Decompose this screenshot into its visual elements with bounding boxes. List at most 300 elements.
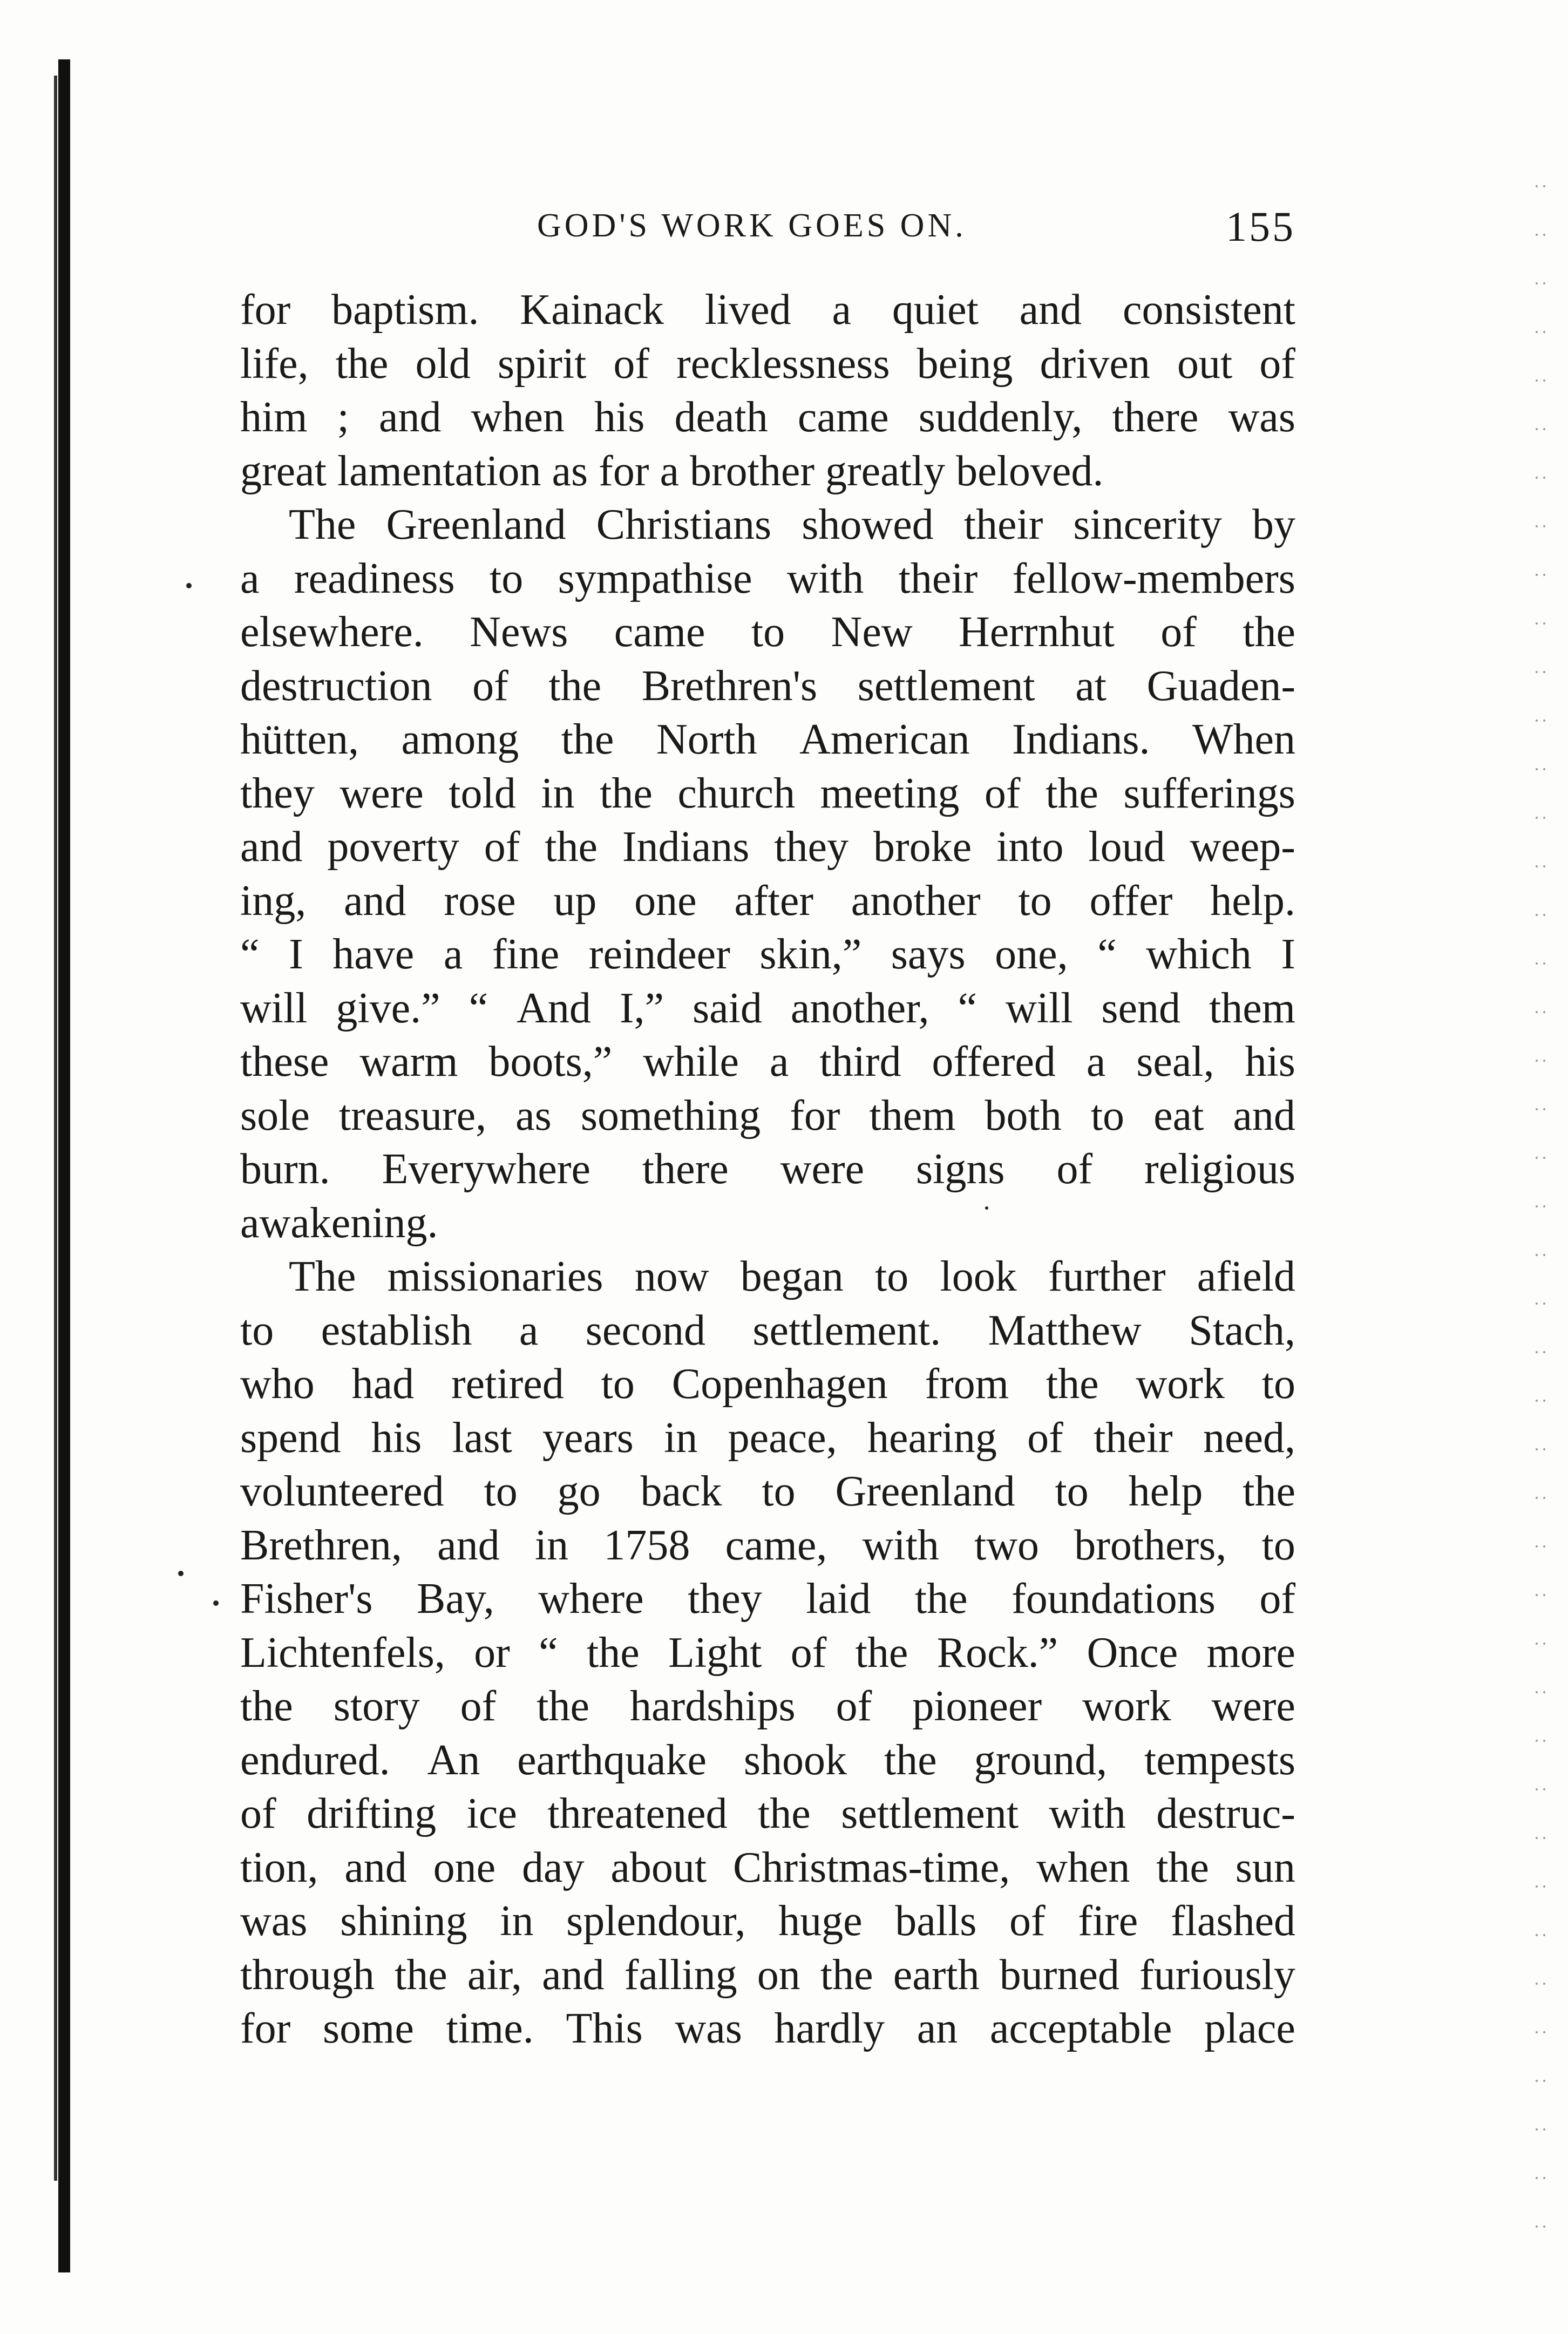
word: the bbox=[914, 1575, 968, 1623]
text-line bbox=[240, 1412, 1295, 1465]
word: quiet bbox=[892, 286, 979, 334]
body-text bbox=[240, 283, 1295, 2056]
word: death bbox=[674, 393, 768, 441]
word: to bbox=[240, 1306, 274, 1354]
word: broke bbox=[873, 823, 972, 871]
word: will bbox=[1005, 984, 1073, 1032]
word: was bbox=[240, 1897, 308, 1945]
word: “ bbox=[469, 984, 488, 1032]
word: the bbox=[586, 1629, 640, 1677]
word: to bbox=[1018, 877, 1052, 925]
word: Copenhagen bbox=[671, 1360, 888, 1408]
word: The bbox=[289, 1253, 356, 1300]
word: Indians bbox=[622, 823, 750, 871]
word: help bbox=[1128, 1468, 1203, 1515]
word: among bbox=[401, 716, 519, 763]
word: one, bbox=[995, 931, 1068, 978]
text-line bbox=[240, 1841, 1295, 1895]
word: a bbox=[519, 1306, 539, 1354]
word: two bbox=[974, 1521, 1040, 1569]
stray-mark bbox=[186, 583, 192, 588]
word: of bbox=[836, 1682, 872, 1730]
word: came bbox=[797, 393, 889, 441]
text-line bbox=[240, 713, 1295, 767]
text-line bbox=[240, 874, 1295, 928]
word: “ bbox=[539, 1629, 558, 1677]
word: with bbox=[787, 554, 864, 602]
text-line bbox=[240, 1465, 1295, 1519]
word: when bbox=[1036, 1843, 1130, 1891]
word: I bbox=[289, 931, 303, 978]
text-line bbox=[240, 337, 1295, 391]
word: the bbox=[1243, 1468, 1295, 1515]
word: huge bbox=[778, 1897, 863, 1945]
word: elsewhere. bbox=[240, 608, 424, 656]
word: of bbox=[613, 340, 650, 388]
word: and bbox=[344, 1843, 407, 1891]
word: they bbox=[240, 769, 315, 817]
word: up bbox=[553, 877, 597, 925]
word: destruc- bbox=[1156, 1790, 1295, 1837]
word: of bbox=[472, 662, 508, 710]
word: which bbox=[1146, 931, 1252, 978]
word: or bbox=[474, 1629, 510, 1677]
word: life, bbox=[240, 340, 309, 388]
text-line bbox=[240, 283, 1295, 337]
word: earthquake bbox=[517, 1736, 707, 1784]
word: years bbox=[542, 1414, 634, 1462]
word: some bbox=[323, 2005, 414, 2052]
word: driven bbox=[1040, 340, 1150, 388]
word: him bbox=[240, 393, 308, 441]
word: hearing bbox=[867, 1414, 997, 1462]
word: sole bbox=[240, 1091, 310, 1139]
word: Rock.” bbox=[936, 1629, 1058, 1677]
word: Christmas-time, bbox=[732, 1843, 1010, 1891]
word: something bbox=[580, 1091, 761, 1139]
word: warm bbox=[359, 1038, 458, 1085]
word: spirit bbox=[497, 340, 587, 388]
word: for bbox=[240, 286, 291, 334]
word: another, bbox=[790, 984, 929, 1032]
word: laid bbox=[806, 1575, 871, 1623]
word: Once bbox=[1087, 1629, 1178, 1677]
word: Guaden- bbox=[1146, 662, 1295, 710]
word: of bbox=[790, 1629, 827, 1677]
word: Everywhere bbox=[382, 1145, 590, 1193]
word: endured. bbox=[240, 1736, 390, 1784]
word: volunteered bbox=[240, 1468, 444, 1515]
word: of bbox=[1259, 1575, 1295, 1623]
word: of bbox=[1056, 1145, 1093, 1193]
word: ; bbox=[337, 393, 349, 441]
word: began bbox=[740, 1253, 844, 1300]
word: shook bbox=[743, 1736, 847, 1784]
word: hardships bbox=[629, 1682, 796, 1730]
word: go bbox=[557, 1468, 601, 1515]
word: Greenland bbox=[386, 501, 566, 548]
word: And bbox=[517, 984, 591, 1032]
text-line bbox=[240, 2002, 1295, 2056]
word: recklessness bbox=[676, 340, 890, 388]
word: to bbox=[601, 1360, 635, 1408]
text-line bbox=[240, 1304, 1295, 1358]
word: in bbox=[534, 1521, 569, 1569]
word: hütten, bbox=[240, 716, 359, 763]
word: back bbox=[640, 1468, 722, 1515]
word: they bbox=[688, 1575, 762, 1623]
word: second bbox=[585, 1306, 705, 1354]
word: The bbox=[289, 501, 356, 548]
word: time. bbox=[446, 2005, 534, 2052]
word: the bbox=[561, 716, 614, 763]
word: skin,” bbox=[759, 931, 862, 978]
word: This bbox=[566, 2005, 643, 2052]
word: in bbox=[500, 1897, 534, 1945]
word: his bbox=[371, 1414, 422, 1462]
word: told bbox=[449, 769, 516, 817]
word: a bbox=[240, 554, 260, 602]
word: religious bbox=[1144, 1145, 1295, 1193]
word: afield bbox=[1197, 1253, 1295, 1300]
word: “ bbox=[240, 931, 260, 978]
word: old bbox=[415, 340, 471, 388]
word: establish bbox=[321, 1306, 472, 1354]
word: Bay, bbox=[417, 1575, 494, 1623]
word: ground, bbox=[974, 1736, 1108, 1784]
word: furiously bbox=[1139, 1951, 1295, 1999]
word: ice bbox=[466, 1790, 517, 1837]
running-title: GOD'S WORK GOES ON. bbox=[537, 207, 967, 244]
word: their bbox=[1094, 1414, 1173, 1462]
text-line bbox=[240, 820, 1295, 874]
word: sympathise bbox=[558, 554, 752, 602]
word: seal, bbox=[1136, 1038, 1214, 1085]
word: the bbox=[1243, 608, 1295, 656]
word: sincerity bbox=[1073, 501, 1222, 548]
word: loud bbox=[1088, 823, 1165, 871]
word: Greenland bbox=[835, 1468, 1015, 1515]
word: rose bbox=[444, 877, 516, 925]
word: to bbox=[1090, 1091, 1125, 1139]
word: need, bbox=[1203, 1414, 1295, 1462]
text-line bbox=[240, 1035, 1295, 1089]
word: of bbox=[984, 769, 1021, 817]
word: and bbox=[378, 393, 442, 441]
word: reindeer bbox=[588, 931, 730, 978]
word: when bbox=[471, 393, 565, 441]
text-line bbox=[240, 1250, 1295, 1304]
text-line bbox=[240, 445, 1295, 499]
text-line bbox=[240, 606, 1295, 660]
word: and bbox=[437, 1521, 500, 1569]
word: his bbox=[1245, 1038, 1295, 1085]
word: third bbox=[819, 1038, 901, 1085]
stray-mark bbox=[178, 1571, 184, 1576]
word: An bbox=[427, 1736, 480, 1784]
word: I,” bbox=[619, 984, 664, 1032]
word: give.” bbox=[336, 984, 440, 1032]
word: foundations bbox=[1012, 1575, 1216, 1623]
word: baptism. bbox=[331, 286, 479, 334]
word: the bbox=[855, 1629, 908, 1677]
word: retired bbox=[451, 1360, 564, 1408]
word: a bbox=[769, 1038, 789, 1085]
text-line bbox=[240, 1358, 1295, 1412]
word: now bbox=[634, 1253, 709, 1300]
word: consistent bbox=[1123, 286, 1295, 334]
word: about bbox=[610, 1843, 707, 1891]
word: as bbox=[515, 1091, 552, 1139]
text-line bbox=[240, 498, 1295, 552]
word: the bbox=[545, 823, 598, 871]
word: the bbox=[395, 1951, 447, 1999]
word: the bbox=[884, 1736, 937, 1784]
word: burn. bbox=[240, 1145, 330, 1193]
word: peace, bbox=[728, 1414, 837, 1462]
word: a bbox=[1086, 1038, 1106, 1085]
word: said bbox=[693, 984, 762, 1032]
word: Stach, bbox=[1189, 1306, 1295, 1354]
word: and bbox=[1233, 1091, 1295, 1139]
word: while bbox=[643, 1038, 739, 1085]
word: work bbox=[1082, 1682, 1171, 1730]
word: missionaries bbox=[387, 1253, 603, 1300]
binding-shadow bbox=[58, 59, 70, 2272]
word: suddenly, bbox=[918, 393, 1083, 441]
word: his bbox=[594, 393, 645, 441]
text-line bbox=[240, 767, 1295, 821]
word: them bbox=[1209, 984, 1295, 1032]
word: pioneer bbox=[912, 1682, 1042, 1730]
word: they bbox=[774, 823, 849, 871]
text-line bbox=[240, 660, 1295, 714]
word: of bbox=[460, 1682, 497, 1730]
word: settlement. bbox=[752, 1306, 941, 1354]
word: fine bbox=[492, 931, 560, 978]
word: to bbox=[489, 554, 524, 602]
word: fire bbox=[1078, 1897, 1138, 1945]
word: for bbox=[240, 2005, 291, 2052]
text-line bbox=[240, 1734, 1295, 1788]
word: offered bbox=[932, 1038, 1056, 1085]
word: treasure, bbox=[338, 1091, 487, 1139]
text-line bbox=[240, 1143, 1295, 1197]
running-head bbox=[237, 202, 1295, 251]
word: came, bbox=[725, 1521, 827, 1569]
word: sufferings bbox=[1123, 769, 1295, 817]
word: says bbox=[891, 931, 966, 978]
word: who bbox=[240, 1360, 315, 1408]
word: one bbox=[433, 1843, 496, 1891]
word: of bbox=[1009, 1897, 1046, 1945]
word: for bbox=[790, 1091, 840, 1139]
word: splendour, bbox=[566, 1897, 746, 1945]
word: sun bbox=[1235, 1843, 1295, 1891]
word: 1758 bbox=[603, 1521, 690, 1569]
word: the bbox=[240, 1682, 293, 1730]
word: the bbox=[600, 769, 653, 817]
word: offer bbox=[1089, 877, 1173, 925]
word: were bbox=[780, 1145, 865, 1193]
word: air, bbox=[467, 1951, 522, 1999]
word: was bbox=[675, 2005, 742, 2052]
word: brothers, bbox=[1074, 1521, 1227, 1569]
text-line bbox=[240, 1089, 1295, 1143]
word: on bbox=[757, 1951, 800, 1999]
word: send bbox=[1101, 984, 1181, 1032]
word: in bbox=[664, 1414, 698, 1462]
word: spend bbox=[240, 1414, 341, 1462]
word: shining bbox=[340, 1897, 467, 1945]
word: through bbox=[240, 1951, 375, 1999]
text-line bbox=[240, 1680, 1295, 1734]
word: of bbox=[484, 823, 520, 871]
word: tion, bbox=[240, 1843, 318, 1891]
word: to bbox=[1261, 1521, 1295, 1569]
stray-mark bbox=[213, 1600, 219, 1606]
word: weep- bbox=[1190, 823, 1295, 871]
text-line bbox=[240, 1519, 1295, 1573]
word: threatened bbox=[547, 1790, 728, 1837]
word: have bbox=[332, 931, 415, 978]
word: had bbox=[351, 1360, 415, 1408]
word: the bbox=[537, 1682, 590, 1730]
text-line bbox=[240, 1787, 1295, 1841]
word: their bbox=[963, 501, 1043, 548]
word: Indians. bbox=[1012, 716, 1150, 763]
word: to bbox=[762, 1468, 796, 1515]
page-edge-speckles bbox=[1533, 162, 1549, 2267]
word: with bbox=[1049, 1790, 1126, 1837]
word: in bbox=[541, 769, 575, 817]
word: a bbox=[443, 931, 463, 978]
word: Fisher's bbox=[240, 1575, 373, 1623]
word: “ bbox=[1097, 931, 1117, 978]
word: boots,” bbox=[488, 1038, 613, 1085]
word: were bbox=[340, 769, 424, 817]
word: fellow-members bbox=[1012, 554, 1295, 602]
word: Brethren's bbox=[641, 662, 818, 710]
word: to bbox=[875, 1253, 909, 1300]
line-text: awakening. bbox=[240, 1199, 438, 1247]
word: being bbox=[917, 340, 1013, 388]
word: of bbox=[1160, 608, 1197, 656]
word: the bbox=[1046, 769, 1098, 817]
word: into bbox=[996, 823, 1064, 871]
text-line bbox=[240, 1895, 1295, 1949]
word: out bbox=[1177, 340, 1233, 388]
word: I bbox=[1281, 931, 1295, 978]
text-line bbox=[240, 1949, 1295, 2003]
word: flashed bbox=[1170, 1897, 1295, 1945]
word: another bbox=[851, 877, 981, 925]
word: by bbox=[1252, 501, 1295, 548]
word: there bbox=[1112, 393, 1199, 441]
word: them bbox=[869, 1091, 956, 1139]
word: and bbox=[240, 823, 303, 871]
word: “ bbox=[958, 984, 978, 1032]
word: of bbox=[240, 1790, 276, 1837]
word: and bbox=[344, 877, 406, 925]
text-line bbox=[240, 552, 1295, 606]
word: Matthew bbox=[988, 1306, 1142, 1354]
text-line bbox=[240, 928, 1295, 982]
word: the bbox=[820, 1951, 873, 1999]
word: earth bbox=[893, 1951, 980, 1999]
word: of bbox=[1027, 1414, 1063, 1462]
word: ing, bbox=[240, 877, 307, 925]
word: story bbox=[333, 1682, 420, 1730]
word: News bbox=[470, 608, 568, 656]
text-line bbox=[240, 982, 1295, 1036]
word: further bbox=[1048, 1253, 1166, 1300]
word: church bbox=[677, 769, 796, 817]
text-line bbox=[240, 1626, 1295, 1680]
word: these bbox=[240, 1038, 329, 1085]
word: help. bbox=[1210, 877, 1295, 925]
word: When bbox=[1192, 716, 1295, 763]
word: North bbox=[656, 716, 757, 763]
word: to bbox=[484, 1468, 518, 1515]
text-line bbox=[240, 1572, 1295, 1626]
word: to bbox=[1055, 1468, 1089, 1515]
word: Lichtenfels, bbox=[240, 1629, 445, 1677]
word: tempests bbox=[1144, 1736, 1295, 1784]
word: the bbox=[548, 662, 602, 710]
word: readiness bbox=[294, 554, 455, 602]
binding-shadow-inner bbox=[54, 76, 57, 2181]
word: burned bbox=[999, 1951, 1119, 1999]
word: Light bbox=[668, 1629, 762, 1677]
word: lived bbox=[704, 286, 791, 334]
word: day bbox=[522, 1843, 585, 1891]
word: their bbox=[898, 554, 978, 602]
word: an bbox=[917, 2005, 958, 2052]
page-number: 155 bbox=[1226, 203, 1295, 250]
word: one bbox=[634, 877, 697, 925]
word: from bbox=[925, 1360, 1009, 1408]
word: where bbox=[538, 1575, 644, 1623]
word: more bbox=[1206, 1629, 1295, 1677]
word: signs bbox=[916, 1145, 1005, 1193]
word: Kainack bbox=[520, 286, 664, 334]
word: the bbox=[1156, 1843, 1209, 1891]
text-line bbox=[240, 1197, 1295, 1251]
word: will bbox=[240, 984, 308, 1032]
word: destruction bbox=[240, 662, 432, 710]
word: drifting bbox=[307, 1790, 437, 1837]
word: to bbox=[1261, 1360, 1295, 1408]
word: and bbox=[1019, 286, 1082, 334]
word: settlement bbox=[841, 1790, 1019, 1837]
word: American bbox=[799, 716, 970, 763]
word: the bbox=[335, 340, 389, 388]
word: to bbox=[751, 608, 785, 656]
word: last bbox=[452, 1414, 512, 1462]
word: meeting bbox=[820, 769, 960, 817]
word: and bbox=[542, 1951, 605, 1999]
line-text: great lamentation as for a brother greatly beloved. bbox=[240, 447, 1104, 495]
word: hardly bbox=[774, 2005, 885, 2052]
word: showed bbox=[802, 501, 934, 548]
word: acceptable bbox=[989, 2005, 1172, 2052]
word: Christians bbox=[596, 501, 772, 548]
word: at bbox=[1075, 662, 1107, 710]
word: both bbox=[985, 1091, 1062, 1139]
word: was bbox=[1228, 393, 1295, 441]
word: place bbox=[1204, 2005, 1295, 2052]
